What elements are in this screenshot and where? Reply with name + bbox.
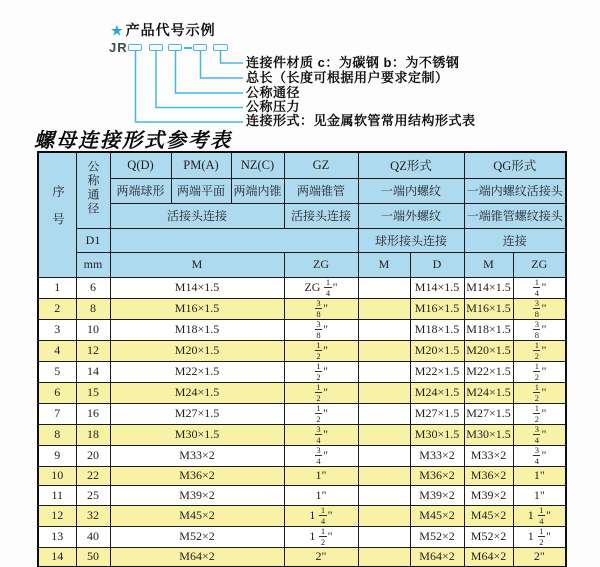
header-group-pma: PM(A) bbox=[171, 152, 231, 178]
cell-nominal-diameter: 10 bbox=[76, 319, 110, 340]
cell-qz-d: M20×1.5 bbox=[410, 340, 464, 361]
code-box-3 bbox=[168, 44, 182, 51]
cell-qg-m: M52×2 bbox=[464, 526, 513, 547]
table-row bbox=[38, 526, 566, 547]
cell-qg-m: M16×1.5 bbox=[464, 298, 513, 319]
cell-qz-d: M14×1.5 bbox=[410, 277, 464, 298]
cell-qg-zg: 2" bbox=[513, 547, 566, 567]
table-row bbox=[38, 424, 566, 445]
header-nominal-diameter: 公称通径 bbox=[76, 152, 110, 228]
header-type-qd: 两端球形 bbox=[110, 178, 171, 203]
cell-gz: $\frac{1}{2}$ " bbox=[284, 361, 358, 382]
cell-thread-m: M33×2 bbox=[110, 445, 284, 466]
cell-thread-m: M36×2 bbox=[110, 466, 284, 486]
cell-qz-m bbox=[358, 466, 410, 486]
header-group-gz: GZ bbox=[284, 152, 358, 178]
cell-qg-zg: 1" bbox=[513, 466, 566, 486]
cell-thread-m: M16×1.5 bbox=[110, 298, 284, 319]
cell-qz-m bbox=[358, 424, 410, 445]
cell-qg-m: M30×1.5 bbox=[464, 424, 513, 445]
cell-nominal-diameter: 25 bbox=[76, 486, 110, 506]
cell-nominal-diameter: 12 bbox=[76, 340, 110, 361]
header-unit-m2: M bbox=[358, 252, 410, 277]
header-type-pma: 两端平面 bbox=[171, 178, 231, 203]
cell-qz-d: M18×1.5 bbox=[410, 319, 464, 340]
cell-nominal-diameter: 18 bbox=[76, 424, 110, 445]
cell-nominal-diameter: 32 bbox=[76, 505, 110, 526]
cell-qg-m: M64×2 bbox=[464, 547, 513, 567]
cell-nominal-diameter: 14 bbox=[76, 361, 110, 382]
cell-gz: $\frac{3}{8}$ " bbox=[284, 319, 358, 340]
header-unit-m3: M bbox=[464, 252, 513, 277]
product-code-heading-text: 产品代号示例 bbox=[125, 22, 216, 38]
table-row bbox=[38, 466, 566, 486]
table-row bbox=[38, 403, 566, 424]
header-group-qz: QZ形式 bbox=[358, 152, 464, 178]
product-code-heading bbox=[111, 20, 216, 40]
cell-qg-m: M27×1.5 bbox=[464, 403, 513, 424]
code-box-4 bbox=[193, 44, 207, 51]
cell-qz-d: M39×2 bbox=[410, 486, 464, 506]
header-conn-gz: 活接头连接 bbox=[284, 203, 358, 228]
table-row bbox=[38, 319, 566, 340]
header-unit-zg2: ZG bbox=[513, 252, 566, 277]
cell-qg-zg: $\frac{3}{8}$ " bbox=[513, 319, 566, 340]
code-box-1 bbox=[128, 44, 142, 51]
cell-seq-no: 2 bbox=[38, 298, 76, 319]
cell-qz-m bbox=[358, 486, 410, 506]
cell-thread-m: M27×1.5 bbox=[110, 403, 284, 424]
table-row bbox=[38, 340, 566, 361]
cell-nominal-diameter: 8 bbox=[76, 298, 110, 319]
cell-qg-m: M14×1.5 bbox=[464, 277, 513, 298]
cell-qz-m bbox=[358, 340, 410, 361]
header-unit-d: D bbox=[410, 252, 464, 277]
table-body bbox=[38, 277, 566, 567]
cell-qz-d: M64×2 bbox=[410, 547, 464, 567]
cell-qg-zg: $\frac{3}{4}$ " bbox=[513, 424, 566, 445]
header-type-gz: 两端锥管 bbox=[284, 178, 358, 203]
cell-seq-no: 12 bbox=[38, 505, 76, 526]
cell-qz-d: M22×1.5 bbox=[410, 361, 464, 382]
cell-qg-m: M24×1.5 bbox=[464, 382, 513, 403]
cell-qg-zg: $\frac{1}{2}$ " bbox=[513, 403, 566, 424]
table-title: 螺母连接形式参考表 bbox=[34, 130, 232, 152]
code-box-5 bbox=[213, 44, 228, 51]
cell-nominal-diameter: 6 bbox=[76, 277, 110, 298]
cell-seq-no: 5 bbox=[38, 361, 76, 382]
cell-thread-m: M24×1.5 bbox=[110, 382, 284, 403]
cell-nominal-diameter: 50 bbox=[76, 547, 110, 567]
cell-qg-zg: $\frac{3}{4}$ " bbox=[513, 445, 566, 466]
code-label-material: 连接件材质 c：为碳钢 b：为不锈钢 bbox=[246, 55, 460, 70]
cell-thread-m: M39×2 bbox=[110, 486, 284, 506]
cell-qz-d: M30×1.5 bbox=[410, 424, 464, 445]
cell-qg-zg: 1 $\frac{1}{2}$ " bbox=[513, 526, 566, 547]
table-row bbox=[38, 486, 566, 506]
cell-qz-m bbox=[358, 505, 410, 526]
cell-qz-m bbox=[358, 547, 410, 567]
cell-qg-m: M18×1.5 bbox=[464, 319, 513, 340]
cell-seq-no: 10 bbox=[38, 466, 76, 486]
cell-qg-zg: 1 $\frac{1}{4}$ " bbox=[513, 505, 566, 526]
table-row bbox=[38, 547, 566, 567]
cell-gz: $\frac{3}{8}$ " bbox=[284, 298, 358, 319]
cell-gz: $\frac{1}{2}$ " bbox=[284, 340, 358, 361]
cell-seq-no: 7 bbox=[38, 403, 76, 424]
cell-qg-m: M36×2 bbox=[464, 466, 513, 486]
cell-thread-m: M20×1.5 bbox=[110, 340, 284, 361]
cell-seq-no: 9 bbox=[38, 445, 76, 466]
cell-nominal-diameter: 22 bbox=[76, 466, 110, 486]
cell-qg-zg: $\frac{1}{4}$ " bbox=[513, 277, 566, 298]
cell-seq-no: 4 bbox=[38, 340, 76, 361]
cell-thread-m: M52×2 bbox=[110, 526, 284, 547]
header-group-qd: Q(D) bbox=[110, 152, 171, 178]
cell-qg-zg: $\frac{3}{8}$ " bbox=[513, 298, 566, 319]
header-conn-qg: 一端锥管螺纹接头 bbox=[464, 203, 566, 228]
cell-qg-zg: 1" bbox=[513, 486, 566, 506]
cell-thread-m: M30×1.5 bbox=[110, 424, 284, 445]
cell-qz-d: M16×1.5 bbox=[410, 298, 464, 319]
cell-seq-no: 11 bbox=[38, 486, 76, 506]
cell-qg-zg: $\frac{1}{2}$ " bbox=[513, 382, 566, 403]
header-unit-m1: M bbox=[110, 252, 284, 277]
cell-qz-m bbox=[358, 361, 410, 382]
table-row bbox=[38, 298, 566, 319]
cell-seq-no: 8 bbox=[38, 424, 76, 445]
cell-thread-m: M45×2 bbox=[110, 505, 284, 526]
cell-qz-d: M33×2 bbox=[410, 445, 464, 466]
cell-qg-m: M33×2 bbox=[464, 445, 513, 466]
cell-qz-d: M24×1.5 bbox=[410, 382, 464, 403]
code-prefix: JR bbox=[109, 40, 128, 55]
cell-thread-m: M22×1.5 bbox=[110, 361, 284, 382]
cell-qz-d: M52×2 bbox=[410, 526, 464, 547]
cell-nominal-diameter: 16 bbox=[76, 403, 110, 424]
code-label-length: 总长（长度可根据用户要求定制） bbox=[246, 70, 449, 85]
nut-connection-reference-table bbox=[37, 151, 567, 567]
header-type-nzc: 两端内锥 bbox=[231, 178, 284, 203]
cell-qz-m bbox=[358, 526, 410, 547]
header-seq-no: 序号 bbox=[38, 152, 76, 277]
code-label-pressure: 公称压力 bbox=[246, 99, 301, 114]
cell-qg-m: M20×1.5 bbox=[464, 340, 513, 361]
code-label-diameter: 公称通径 bbox=[246, 85, 301, 100]
table-header bbox=[38, 152, 566, 277]
cell-qz-m bbox=[358, 403, 410, 424]
header-conn: 连接 bbox=[464, 228, 566, 252]
cell-gz: 1" bbox=[284, 486, 358, 506]
cell-thread-m: M64×2 bbox=[110, 547, 284, 567]
cell-nominal-diameter: 20 bbox=[76, 445, 110, 466]
cell-gz: ZG $\frac{1}{4}$ " bbox=[284, 277, 358, 298]
cell-gz: 1 $\frac{1}{2}$ " bbox=[284, 526, 358, 547]
cell-gz: $\frac{1}{2}$ " bbox=[284, 403, 358, 424]
cell-thread-m: M18×1.5 bbox=[110, 319, 284, 340]
code-box-2 bbox=[149, 44, 163, 51]
header-type-qz: 一端内螺纹 bbox=[358, 178, 464, 203]
header-mm: mm bbox=[76, 252, 110, 277]
cell-seq-no: 13 bbox=[38, 526, 76, 547]
cell-qz-d: M45×2 bbox=[410, 505, 464, 526]
star-icon: ★ bbox=[111, 23, 124, 38]
header-ball-joint-conn: 球形接头连接 bbox=[358, 228, 464, 252]
cell-seq-no: 1 bbox=[38, 277, 76, 298]
cell-qz-m bbox=[358, 277, 410, 298]
code-label-connection: 连接形式：见金属软管常用结构形式表 bbox=[246, 113, 476, 128]
cell-qg-m: M22×1.5 bbox=[464, 361, 513, 382]
table-row bbox=[38, 382, 566, 403]
cell-qz-d: M27×1.5 bbox=[410, 403, 464, 424]
table-row bbox=[38, 277, 566, 298]
cell-nominal-diameter: 40 bbox=[76, 526, 110, 547]
header-group-qg: QG形式 bbox=[464, 152, 566, 178]
cell-gz: 1 $\frac{1}{4}$ " bbox=[284, 505, 358, 526]
cell-qg-zg: $\frac{1}{2}$ " bbox=[513, 361, 566, 382]
code-dash bbox=[184, 47, 192, 49]
cell-qz-m bbox=[358, 298, 410, 319]
cell-gz: $\frac{3}{4}$ " bbox=[284, 445, 358, 466]
cell-qz-m bbox=[358, 445, 410, 466]
table-row bbox=[38, 505, 566, 526]
cell-qg-m: M45×2 bbox=[464, 505, 513, 526]
cell-gz: 2" bbox=[284, 547, 358, 567]
cell-thread-m: M14×1.5 bbox=[110, 277, 284, 298]
header-conn-union: 活接头连接 bbox=[110, 203, 284, 228]
cell-gz: $\frac{1}{2}$ " bbox=[284, 382, 358, 403]
cell-nominal-diameter: 15 bbox=[76, 382, 110, 403]
header-unit-zg1: ZG bbox=[284, 252, 358, 277]
cell-qz-m bbox=[358, 382, 410, 403]
table-row bbox=[38, 445, 566, 466]
cell-qz-m bbox=[358, 319, 410, 340]
header-d1: D1 bbox=[76, 228, 110, 252]
cell-gz: 1" bbox=[284, 466, 358, 486]
cell-seq-no: 3 bbox=[38, 319, 76, 340]
header-group-nzc: NZ(C) bbox=[231, 152, 284, 178]
cell-gz: $\frac{3}{4}$ " bbox=[284, 424, 358, 445]
cell-seq-no: 14 bbox=[38, 547, 76, 567]
header-d1-blank bbox=[110, 228, 358, 252]
header-conn-qz: 一端外螺纹 bbox=[358, 203, 464, 228]
cell-qg-m: M39×2 bbox=[464, 486, 513, 506]
cell-seq-no: 6 bbox=[38, 382, 76, 403]
cell-qz-d: M36×2 bbox=[410, 466, 464, 486]
cell-qg-zg: $\frac{1}{2}$ " bbox=[513, 340, 566, 361]
header-type-qg: 一端内螺纹活接头 bbox=[464, 178, 566, 203]
table-row bbox=[38, 361, 566, 382]
